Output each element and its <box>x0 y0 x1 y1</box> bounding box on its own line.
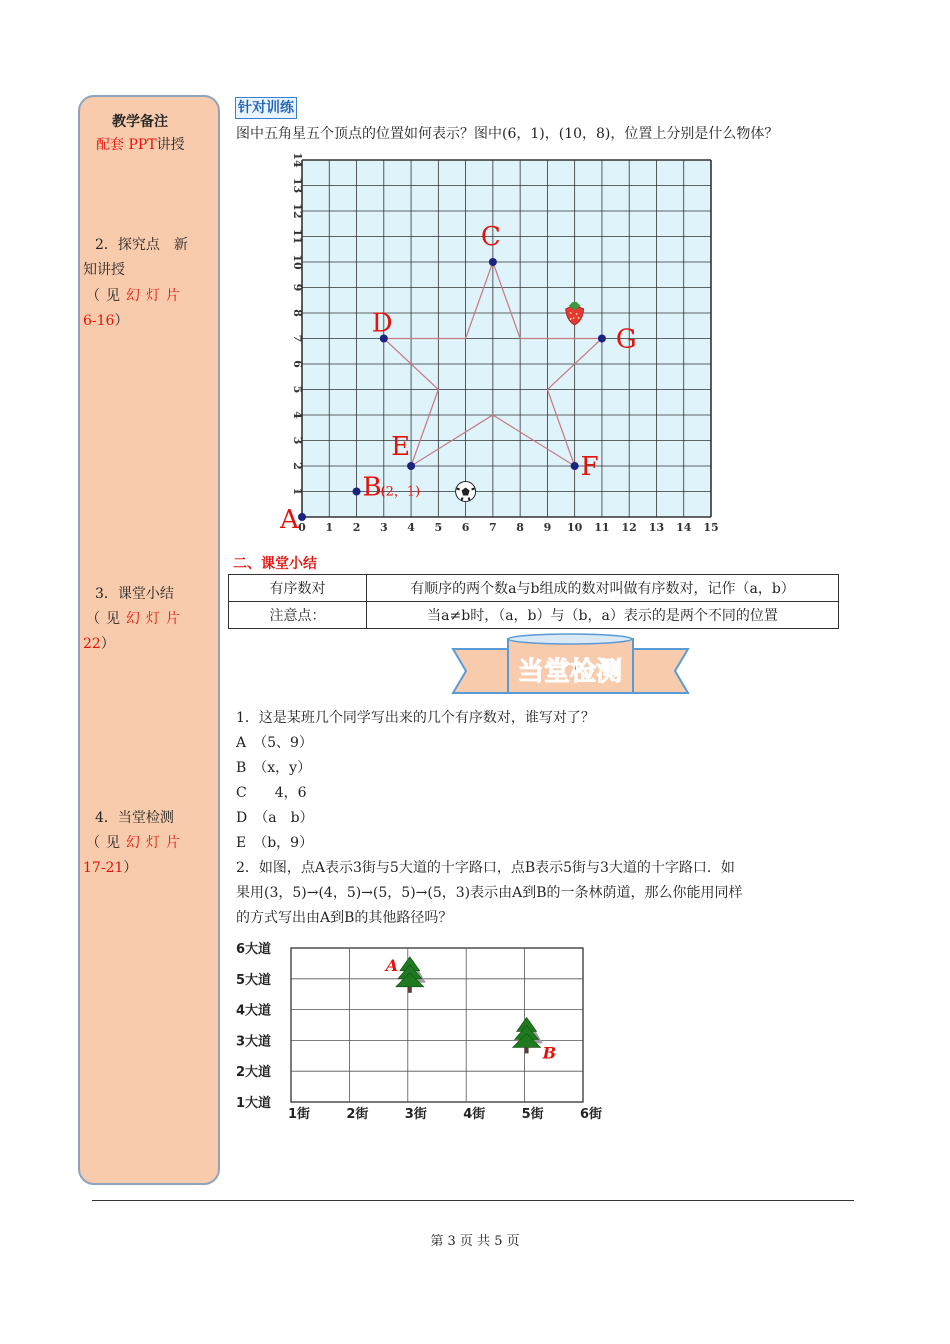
exercise-q2-line3: 的方式写出由A到B的其他路径吗？ <box>236 910 453 926</box>
point-b-label: B <box>542 1043 557 1063</box>
exercise-q2-line1: 2．如图，点A表示3街与5大道的十字路口，点B表示5街与3大道的十字路口．如 <box>236 860 735 876</box>
x-tick-label: 8 <box>516 521 524 534</box>
y-tick-label: 9 <box>291 283 304 292</box>
list-item: C 4，6 <box>236 785 307 801</box>
avenue-label: 3大道 <box>236 1034 272 1050</box>
s3-range: 22 <box>83 636 101 652</box>
s4-line2 <box>86 831 186 856</box>
s2-close: ） <box>114 313 129 329</box>
y-tick-label: 14 <box>291 152 304 168</box>
avenue-label: 5大道 <box>236 972 272 988</box>
point-label-b: B <box>362 472 382 503</box>
y-tick-label: 5 <box>291 385 304 394</box>
avenue-label: 6大道 <box>236 942 272 957</box>
summary-term: 注意点： <box>229 602 367 629</box>
list-item: B （x，y） <box>236 760 312 776</box>
street-label: 4街 <box>463 1107 486 1122</box>
y-tick-label: 8 <box>291 309 304 317</box>
x-tick-label: 4 <box>407 521 415 534</box>
x-tick-label: 5 <box>434 521 443 534</box>
exercise-q1: 1．这是某班几个同学写出来的几个有序数对，谁写对了？ <box>236 710 595 726</box>
s3-see: （见 <box>86 611 126 627</box>
x-tick-label: 10 <box>567 521 583 534</box>
street-label: 3街 <box>404 1107 427 1122</box>
x-tick-label: 6 <box>461 521 470 534</box>
footer-divider <box>92 1200 854 1201</box>
banner-roll <box>508 634 632 644</box>
x-tick-label: 2 <box>352 521 361 534</box>
s4-see: （见 <box>86 835 126 851</box>
exercise-options <box>236 731 314 856</box>
y-tick-label: 6 <box>291 360 304 368</box>
point-label-f: F <box>580 452 599 482</box>
x-tick-label: 0 <box>298 521 306 534</box>
point-label-d: D <box>371 308 393 339</box>
s3-line1: 3．课堂小结 <box>95 586 174 602</box>
avenue-label: 2大道 <box>236 1065 272 1081</box>
street-label: 5街 <box>521 1107 544 1122</box>
point-marker-e <box>407 462 415 470</box>
street-label: 6街 <box>580 1107 603 1122</box>
point-marker-a <box>298 513 306 521</box>
avenue-label: 4大道 <box>236 1003 272 1019</box>
notes-heading: 教学备注 <box>112 114 168 130</box>
s2-line2: 知讲授 <box>83 262 125 278</box>
s2-see: （见 <box>86 288 126 304</box>
street-grid <box>291 948 583 1102</box>
point-marker-f <box>571 462 579 470</box>
s3-line3 <box>83 632 115 657</box>
training-tag: 针对训练 <box>235 97 297 119</box>
s4-line3 <box>83 856 137 881</box>
table-row <box>229 602 839 629</box>
list-item: D （a b） <box>236 810 314 826</box>
banner-text: 当堂检测 <box>517 657 623 687</box>
street-grid-border <box>291 948 583 1102</box>
x-tick-label: 12 <box>621 521 637 534</box>
list-item: E （b，9） <box>236 835 314 851</box>
coordinate-chart <box>280 148 740 538</box>
y-tick-label: 7 <box>291 334 304 343</box>
y-tick-label: 13 <box>291 177 304 194</box>
notes-suffix: 讲授 <box>156 137 185 153</box>
s3-line2 <box>86 607 186 632</box>
x-tick-label: 13 <box>648 521 665 534</box>
notes-prefix: 配套 <box>96 137 124 153</box>
street-label: 1街 <box>288 1107 311 1122</box>
street-grid-figure <box>232 932 612 1127</box>
summary-term: 有序数对 <box>229 575 367 602</box>
point-marker-b <box>353 488 361 496</box>
banner-left-tail <box>453 649 508 693</box>
s4-close: ） <box>123 860 138 876</box>
chart-grid <box>302 160 711 517</box>
summary-desc: 有顺序的两个数a与b组成的数对叫做有序数对，记作（a，b） <box>367 575 839 602</box>
x-tick-label: 7 <box>489 521 497 534</box>
s2-slides: 幻灯片 <box>126 288 186 304</box>
banner-right-tail <box>633 649 688 693</box>
y-tick-label: 2 <box>291 462 304 470</box>
training-question: 图中五角星五个顶点的位置如何表示？图中(6，1)，(10，8)，位置上分别是什么物体？ <box>236 126 779 142</box>
notes-ppt-line <box>96 133 185 158</box>
s2-line4 <box>83 309 128 334</box>
point-label-g: G <box>615 324 637 355</box>
street-label: 2街 <box>346 1107 369 1122</box>
summary-title: 二、课堂小结 <box>233 556 317 572</box>
summary-desc: 当a≠b时，（a，b）与（b，a）表示的是两个不同的位置 <box>367 602 839 629</box>
list-item: A （5、9） <box>236 735 313 751</box>
s2-range: 6-16 <box>83 313 115 329</box>
point-coord-label: (2，1) <box>380 484 421 500</box>
s4-range: 17-21 <box>83 860 124 876</box>
x-tick-label: 15 <box>703 521 719 534</box>
point-label-e: E <box>391 432 411 462</box>
notes-ppt: PPT <box>128 137 157 153</box>
exercise-q2-line2: 果用(3，5)→(4，5)→(5，5)→(5，3)表示由A到B的一条林荫道，那么你能用同样 <box>236 885 743 901</box>
y-tick-label: 4 <box>291 411 304 419</box>
avenue-label: 1大道 <box>236 1096 272 1111</box>
table-row <box>229 575 839 602</box>
summary-table <box>228 574 839 629</box>
s3-slides: 幻灯片 <box>126 611 186 627</box>
x-tick-label: 9 <box>543 521 552 534</box>
soccer-ball-icon <box>456 482 476 502</box>
y-tick-label: 10 <box>291 254 304 270</box>
s2-line1: 2．探究点 新 <box>95 237 188 253</box>
point-marker-g <box>598 335 606 343</box>
y-tick-label: 12 <box>291 203 304 219</box>
y-tick-label: 11 <box>291 228 304 245</box>
page-footer: 第 3 页 共 5 页 <box>430 1234 520 1249</box>
s4-line1: 4．当堂检测 <box>95 810 174 826</box>
x-tick-label: 3 <box>379 521 388 534</box>
s4-slides: 幻灯片 <box>126 835 186 851</box>
x-tick-label: 1 <box>325 521 334 534</box>
point-label-c: C <box>480 222 501 252</box>
x-tick-label: 14 <box>676 521 692 534</box>
quiz-banner <box>448 633 693 699</box>
point-label-a: A <box>280 505 299 535</box>
y-tick-label: 1 <box>291 487 304 496</box>
point-a-label: A <box>385 955 399 975</box>
s2-line3 <box>86 284 186 309</box>
y-tick-label: 3 <box>291 436 304 445</box>
x-tick-label: 11 <box>594 521 610 534</box>
s3-close: ） <box>100 636 115 652</box>
point-marker-c <box>489 258 497 266</box>
